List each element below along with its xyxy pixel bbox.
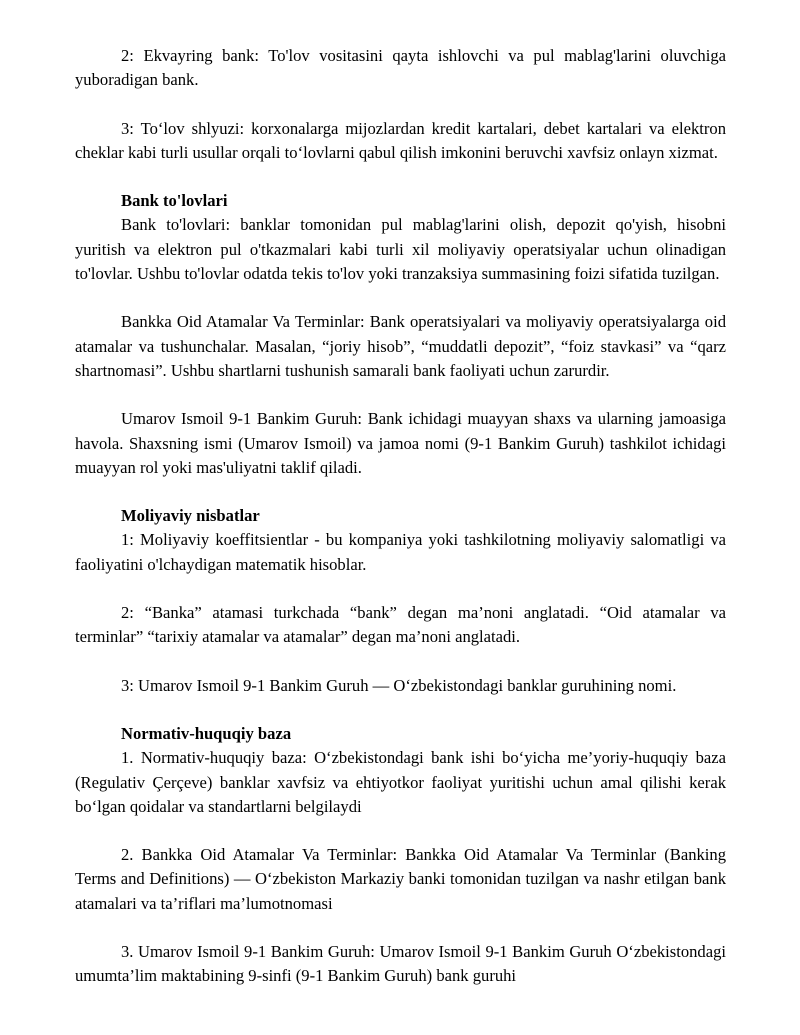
- paragraph-payment-gateway: 3: To‘lov shlyuzi: korxonalarga mijozlardan kredit kartalari, debet kartalari va elektron cheklar kabi turli usullar orqali to‘lovlarni qabul qilish imkonini beruvchi xavfsiz onlayn xizmat.: [75, 118, 726, 162]
- paragraph-ratios-1: 1: Moliyaviy koeffitsientlar - bu kompaniya yoki tashkilotning moliyaviy salomatligi va faoliyatini o'lchaydigan matematik hisoblar.: [75, 530, 726, 574]
- document-body: [75, 44, 726, 1013]
- paragraph-legal-1: 1. Normativ-huquqiy baza: O‘zbekistondagi bank ishi bo‘yicha me’yoriy-huquqiy baza (Regulativ Çerçeve) banklar xavfsiz va ehtiyotkor faoliyat yuritishi uchun amal qilishi kerak bo‘lgan qoidalar va standartlarni belgilaydi: [75, 748, 726, 816]
- paragraph-legal-2: 2. Bankka Oid Atamalar Va Terminlar: Bankka Oid Atamalar Va Terminlar (Banking Terms and Definitions) — O‘zbekiston Markaziy banki tomonidan tuzilgan va nashr etilgan bank atamalari va ta’riflari ma’lumotnomasi: [75, 845, 726, 913]
- paragraph-acquiring-bank: 2: Ekvayring bank: To'lov vositasini qayta ishlovchi va pul mablag'larini oluvchiga yuboradigan bank.: [75, 46, 726, 90]
- section-heading-bank-fees: Bank to'lovlari: [121, 191, 228, 211]
- paragraph-banking-terms: Bankka Oid Atamalar Va Terminlar: Bank operatsiyalari va moliyaviy operatsiyalarga oid atamalar va tushunchalar. Masalan, “joriy hisob”, “muddatli depozit”, “foiz stavkasi” va “qarz shartnomasi”. Ushbu shartlarni tushunish samarali bank faoliyati uchun zarurdir.: [75, 312, 726, 380]
- paragraph-ratios-3: 3: Umarov Ismoil 9-1 Bankim Guruh — O‘zbekistondagi banklar guruhining nomi.: [121, 675, 677, 695]
- section-heading-legal-framework: Normativ-huquqiy baza: [121, 723, 292, 743]
- section-heading-financial-ratios: Moliyaviy nisbatlar: [121, 506, 260, 526]
- paragraph-ratios-2: 2: “Banka” atamasi turkchada “bank” degan ma’noni anglatadi. “Oid atamalar va terminlar” “tarixiy atamalar va atamalar” degan ma’noni anglatadi.: [75, 603, 726, 647]
- paragraph-legal-3: 3. Umarov Ismoil 9-1 Bankim Guruh: Umarov Ismoil 9-1 Bankim Guruh O‘zbekistondagi umumta’lim maktabining 9-sinfi (9-1 Bankim Guruh) bank guruhi: [75, 942, 726, 986]
- paragraph-bank-fees: Bank to'lovlari: banklar tomonidan pul mablag'larini olish, depozit qo'yish, hisobni yuritish va elektron pul o'tkazmalari kabi turli xil moliyaviy operatsiyalar uchun olinadigan to'lovlar. Ushbu to'lovlar odatda tekis to'lov yoki tranzaksiya summasining foizi sifatida tuzilgan.: [75, 215, 726, 284]
- paragraph-group-reference: Umarov Ismoil 9-1 Bankim Guruh: Bank ichidagi muayyan shaxs va ularning jamoasiga havola. Shaxsning ismi (Umarov Ismoil) va jamoa nomi (9-1 Bankim Guruh) tashkilot ichidagi muayyan rol yoki mas'uliyatni taklif qiladi.: [75, 409, 726, 477]
